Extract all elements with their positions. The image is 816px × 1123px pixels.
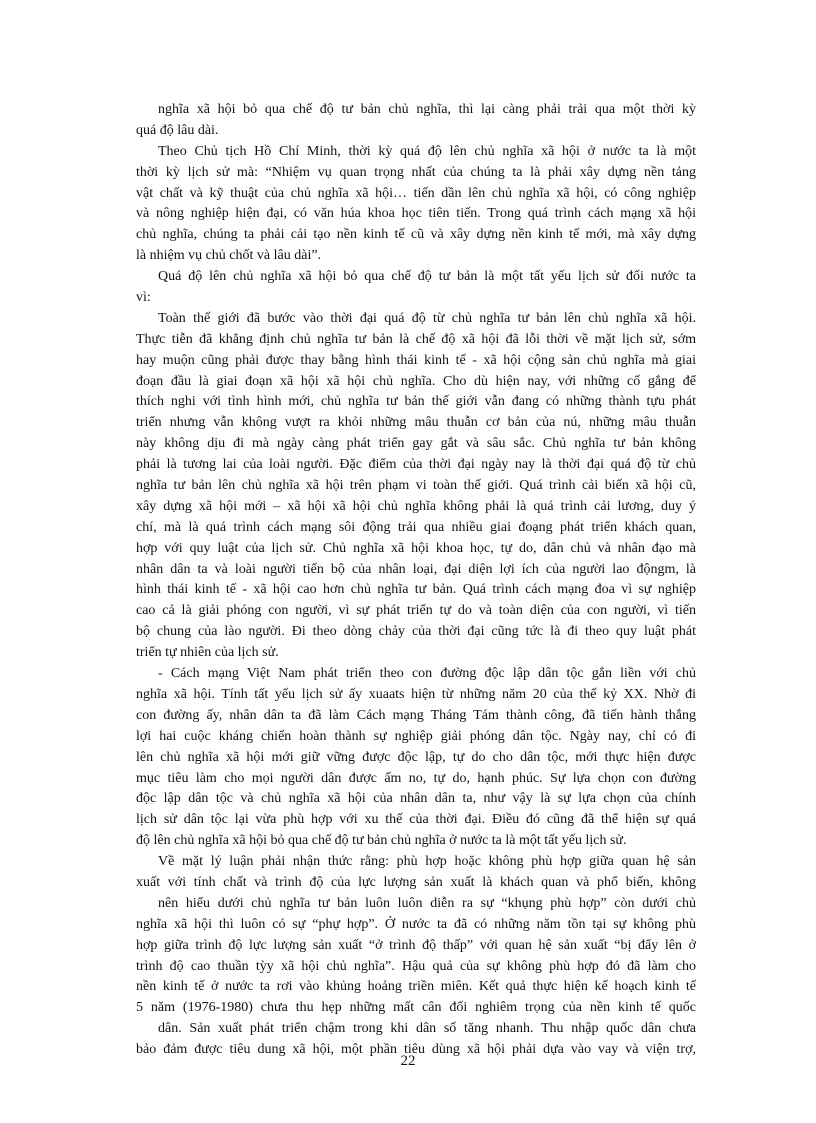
text-line: phải là tương lai của loài người. Đặc điểm của thời đại ngày nay là thời đại quá độ từ chủ — [136, 457, 696, 473]
text-line: nghĩa xã hội bỏ qua chế độ tư bản chủ nghĩa, thì lại càng phải trải qua một thời kỳ — [158, 102, 696, 117]
text-line: nhân dân ta và loài người tiến bộ của nhân loại, đại diện lợi ích của người lao độngm, là — [136, 561, 696, 577]
text-line: lịch sử dân tộc lại vừa phù hợp với xu thế của thời đại. Điều đó cũng đã thể hiện sự quá — [136, 812, 696, 828]
text-line: độ lên chủ nghĩa xã hội bỏ qua chế độ tư bản chủ nghĩa ở nước ta là một tất yếu lịch sử. — [136, 833, 627, 849]
document-body — [136, 100, 696, 1061]
text-line: xuất với tính chất và trình độ của lực lượng sản xuất là khách quan và phổ biến, không — [136, 874, 696, 890]
text-line: vật chất và kỹ thuật của chủ nghĩa xã hội… tiến dần lên chủ nghĩa xã hội, có công nghiệp — [136, 185, 696, 201]
text-line: nghĩa xã hội thì luôn có sự “phự hợp”. Ở nước ta đã có những năm tồn tại sự không phù — [136, 916, 696, 932]
text-line: nên hiểu dưới chủ nghĩa tư bản luôn luôn diễn ra sự “khụng phù hợp” còn dưới chủ — [158, 895, 696, 911]
text-line: hợp giữa trình độ lực lượng sản xuất “ở trình độ thấp” với quan hệ sản xuất “bị đẩy lên ở — [136, 937, 696, 953]
text-line: trình độ cao thuần tỳy xã hội chủ nghĩa”. Hậu quả của sự không phù hợp đó đã làm cho — [136, 958, 696, 974]
text-line: Toàn thế giới đã bước vào thời đại quá độ từ chủ nghĩa tư bản lên chủ nghĩa xã hội. — [158, 310, 696, 326]
text-line: nghĩa xã hội. Tính tất yếu lịch sử ấy xuaats hiện từ những năm 20 của thế kỷ XX. Nhờ đi — [136, 686, 696, 702]
text-line: vì: — [136, 290, 151, 306]
text-line: triển nhưng vẫn không vượt ra khỏi những mâu thuẫn cơ bản của nú, những mâu thuẫn — [136, 415, 696, 431]
text-line: đoạn đầu là giai đoạn xã hội xã hội chủ nghĩa. Cho dù hiện nay, với những cố gắng để — [136, 373, 696, 389]
text-line: hay muộn cũng phải được thay bằng hình thái kinh tế - xã hội cộng sản chủ nghĩa mà giai — [136, 352, 696, 368]
text-line: này không dịu đi mà ngày càng phát triển gay gắt và sâu sắc. Chủ nghĩa tư bản không — [136, 436, 696, 452]
text-line: bộ chung của lào người. Đi theo dòng chảy của thời đại cũng tức là đi theo quy luật phát — [136, 624, 696, 640]
text-line: con đường ấy, nhân dân ta đã làm Cách mạng Tháng Tám thành công, đã tiến hành thắng — [136, 707, 696, 723]
text-line: lợi hai cuộc kháng chiến hoàn thành sự nghiệp giải phóng dân tộc. Ngày nay, chỉ có đi — [136, 728, 696, 744]
text-line: thời kỳ lịch sử mà: “Nhiệm vụ quan trọng nhất của chúng ta là phải xây dựng nền tảng — [136, 164, 696, 180]
text-line: Theo Chủ tịch Hồ Chí Minh, thời kỳ quá độ lên chủ nghĩa xã hội ở nước ta là một — [158, 143, 696, 159]
text-line: dân. Sản xuất phát triển chậm trong khi dân số tăng nhanh. Thu nhập quốc dân chưa — [158, 1021, 696, 1037]
text-line: 5 năm (1976-1980) chưa thu hẹp những mất cân đối nghiêm trọng của nền kinh tế quốc — [136, 1000, 696, 1016]
text-line: thích nghi với tình hình mới, chủ nghĩa tư bản thế giới vẫn đang có những thành tựu phát — [136, 394, 696, 410]
text-line: bảo đảm được tiêu dung xã hội, một phần tiêu dùng xã hội phải dựa vào vay và viện trợ, — [136, 1042, 696, 1058]
page-number: 22 — [400, 1053, 416, 1069]
text-line: nền kinh tế ở nước ta rơi vào khủng hoảng triền miên. Kết quả thực hiện kế hoạch kinh tế — [136, 979, 696, 995]
text-line: Thực tiễn đã khẳng định chủ nghĩa tư bản là chế độ xã hội đã lỗi thời về mặt lịch sử, sớm — [136, 331, 696, 347]
text-line: chủ nghĩa, chúng ta phải cải tạo nền kinh tế cũ và xây dựng nền kinh tế mới, mà xây dựng — [136, 227, 696, 243]
text-line: Quá độ lên chủ nghĩa xã hội bỏ qua chế độ tư bản là một tất yếu lịch sử đối nước ta — [158, 269, 696, 285]
text-line: và nông nghiệp hiện đại, có văn húa khoa học tiên tiến. Trong quá trình cách mạng xã hội — [136, 206, 696, 222]
text-line: Về mặt lý luận phải nhận thức rằng: phù hợp hoặc không phù hợp giữa quan hệ sản — [158, 854, 696, 870]
text-line: quá độ lâu dài. — [136, 122, 219, 138]
text-line: nghĩa tư bản lên chủ nghĩa xã hội trên phạm vi toàn thế giới. Quá trình cải biến xã hội cũ, — [136, 478, 696, 494]
text-line: hợp với quy luật của lịch sử. Chủ nghĩa xã hội khoa học, tự do, dân chủ và nhân đạo mà — [136, 540, 696, 556]
text-line: triển tự nhiên của lịch sử. — [136, 645, 279, 661]
text-line: lên chủ nghĩa xã hội mới giữ vững được độc lập, tự do cho dân tộc, mới thực hiện được — [136, 749, 696, 765]
text-line: độc lập dân tộc và chủ nghĩa xã hội của nhân dân ta, như vậy là sự lựa chọn của chính — [136, 791, 696, 807]
text-line: là nhiệm vụ chủ chốt và lâu dài”. — [136, 248, 322, 264]
text-line: cao cả là giải phóng con người, vì sự phát triển tự do và toàn diện của con người, vì tiến — [136, 603, 696, 619]
text-line: mục tiêu làm cho mọi người dân được ấm no, tự do, hạnh phúc. Sự lựa chọn con đường — [136, 770, 696, 786]
text-line: xây dựng xã hội mới – xã hội xã hội chủ nghĩa không phải là quá trình cải lương, duy ý — [136, 498, 696, 514]
text-line: chí, mà là quá trình cách mạng sôi động trải qua nhiều giai đoạng phát triển khách quan, — [136, 519, 696, 535]
text-line: hình thái kinh tế - xã hội cao hơn chủ nghĩa tư bản. Quá trình cách mạng đoa vì sự nghiệp — [136, 582, 696, 598]
text-line: - Cách mạng Việt Nam phát triển theo con đường độc lập dân tộc gắn liền với chủ — [158, 666, 696, 682]
